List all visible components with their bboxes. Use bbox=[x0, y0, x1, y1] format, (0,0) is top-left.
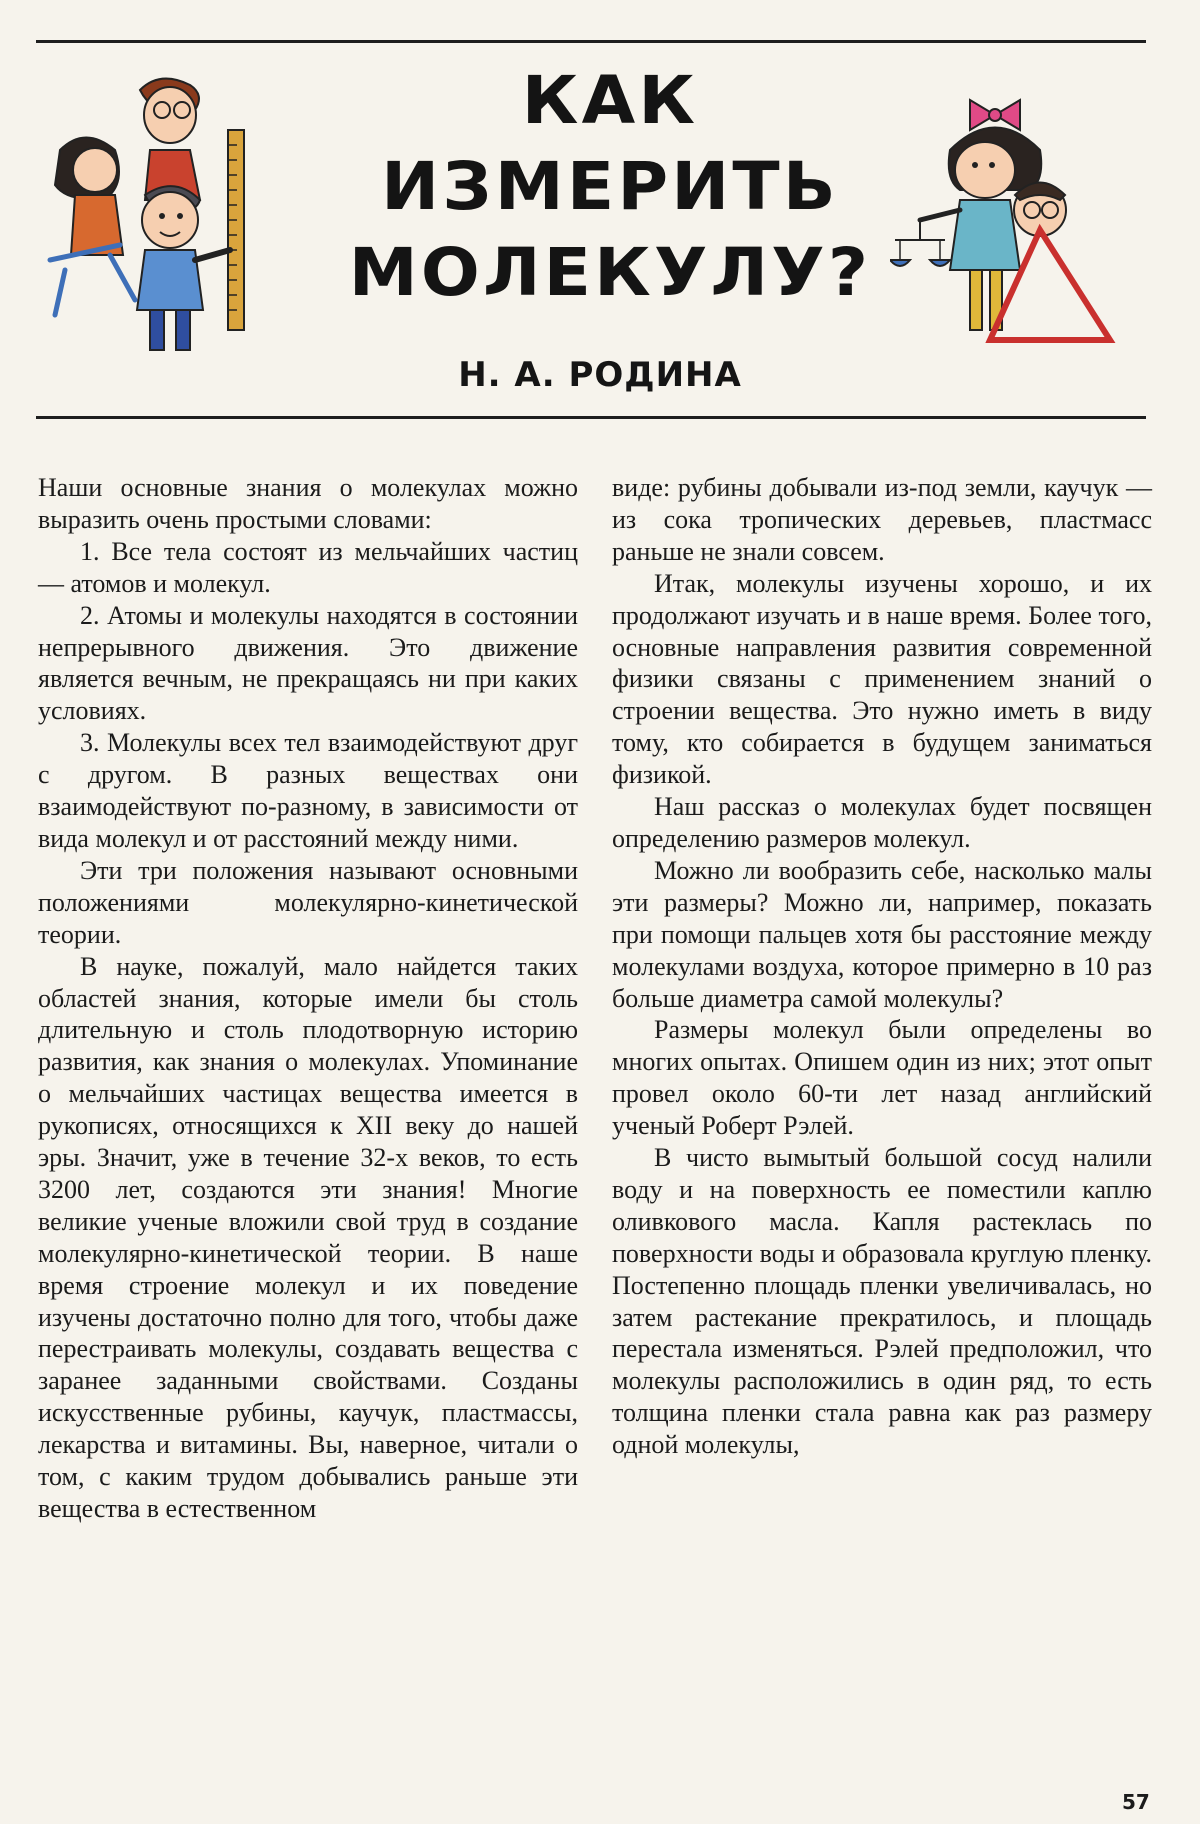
article-title bbox=[316, 58, 904, 316]
title-line-1: КАК bbox=[521, 62, 699, 139]
paragraph: Наш рассказ о молекулах будет посвящен определению размеров молекул. bbox=[612, 792, 1152, 853]
paragraph: Наши основные знания о молекулах можно выразить очень простыми словами: bbox=[38, 473, 578, 534]
paragraph: 3. Молекулы всех тел взаимодействуют друг с другом. В разных веществах они взаимодействуют по-разному, в зависимости от вида молекул и от расстояний между ними. bbox=[38, 728, 578, 853]
paragraph: Эти три положения называют основными положениями молекулярно-кинетической теории. bbox=[38, 855, 578, 949]
paragraph: Можно ли вообразить себе, насколько малы эти размеры? Можно ли, например, показать при помощи пальцев хотя бы расстояние между молекулами воздуха, которое примерно в 10 раз больше диаметра самой молекулы? bbox=[612, 855, 1152, 1013]
paragraph: 2. Атомы и молекулы находятся в состоянии непрерывного движения. Это движение является вечным, не прекращаясь ни при каких условиях. bbox=[38, 600, 578, 726]
author-name: Н. А. РОДИНА bbox=[458, 355, 742, 395]
children-weighing-illustration bbox=[890, 80, 1150, 365]
top-rule bbox=[36, 40, 1146, 43]
paragraph: Итак, молекулы изучены хорошо, и их продолжают изучать и в наше время. Более того, основные направления развития современной физики связаны с применением знаний о строении вещества. Это нужно иметь в виду тому, кто собирается в будущем заниматься физикой. bbox=[612, 568, 1152, 790]
article-column-right bbox=[612, 472, 1152, 1461]
article-column-left bbox=[38, 472, 578, 1525]
children-measuring-illustration bbox=[40, 70, 300, 360]
paragraph: виде: рубины добывали из-под земли, каучук — из сока тропических деревьев, пластмасс раньше не знали совсем. bbox=[612, 473, 1152, 566]
page-number: 57 bbox=[1122, 1790, 1150, 1814]
bottom-rule bbox=[36, 416, 1146, 419]
paragraph: В чисто вымытый большой сосуд налили воду и на поверхность ее поместили каплю оливкового масла. Капля растеклась по поверхности воды и образовала круглую пленку. Постепенно площадь пленки увеличивалась, но затем растекание прекратилось, и площадь перестала изменяться. Рэлей предположил, что молекулы расположились в один ряд, то есть толщина пленки стала равна как раз размеру одной молекулы, bbox=[612, 1143, 1152, 1460]
title-line-2: ИЗМЕРИТЬ bbox=[381, 148, 839, 225]
title-line-3: МОЛЕКУЛУ? bbox=[348, 234, 872, 311]
paragraph: В науке, пожалуй, мало найдется таких областей знания, которые имели бы столь длительную и столь плодотворную историю развития, как знания о молекулах. Упоминание о мельчайших частицах вещества имеется в рукописях, относящихся к XII веку до нашей эры. Значит, уже в течение 32-х веков, то есть 3200 лет, создаются эти знания! Многие великие ученые вложили свой труд в создание молекулярно-кинетической теории. В наше время строение молекул и их поведение изучены достаточно полно для того, чтобы даже перестраивать молекулы, создавать вещества с заранее заданными свойствами. Созданы искусственные рубины, каучук, пластмассы, лекарства и витамины. Вы, наверное, читали о том, с каким трудом добывались раньше эти вещества в естественном bbox=[38, 951, 578, 1523]
paragraph: 1. Все тела состоят из мельчайших частиц — атомов и молекул. bbox=[38, 536, 578, 598]
paragraph: Размеры молекул были определены во многих опытах. Опишем один из них; этот опыт провел около 60-ти лет назад английский ученый Роберт Рэлей. bbox=[612, 1015, 1152, 1141]
